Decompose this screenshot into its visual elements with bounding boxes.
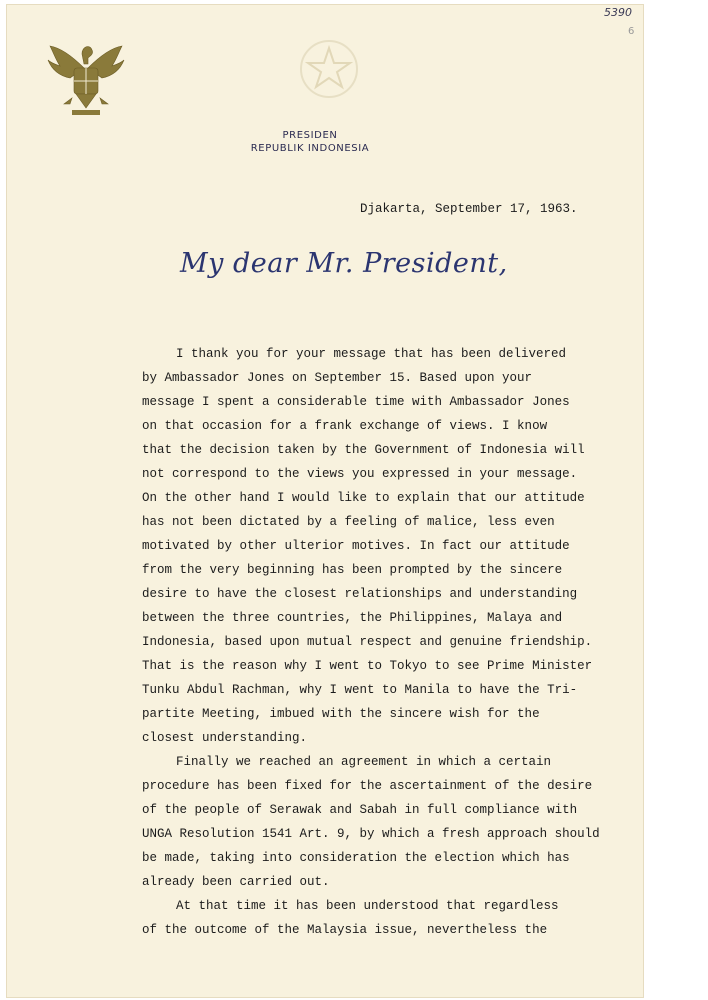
body-line: I thank you for your message that has been delivered [176,347,567,361]
body-line: has not been dictated by a feeling of malice, less even [142,515,555,529]
scan-margin [644,4,708,998]
garuda-emblem-icon [44,38,128,125]
body-line: be made, taking into consideration the election which has [142,851,570,865]
body-line: Tunku Abdul Rachman, why I went to Manila to have the Tri- [142,683,578,697]
body-line: not correspond to the views you expressed in your message. [142,467,578,481]
archive-number: 5390 [604,6,632,19]
dateline: Djakarta, September 17, 1963. [360,202,578,216]
body-line: between the three countries, the Philippines, Malaya and [142,611,563,625]
body-line: already been carried out. [142,875,330,889]
body-line: partite Meeting, imbued with the sincere wish for the [142,707,540,721]
body-line: closest understanding. [142,731,308,745]
body-line: At that time it has been understood that regardless [176,899,559,913]
embossed-star-icon [296,36,362,107]
letter-body [142,342,602,942]
body-line: of the outcome of the Malaysia issue, nevertheless the [142,923,548,937]
body-line: from the very beginning has been prompted by the sincere [142,563,563,577]
body-line: that the decision taken by the Government of Indonesia will [142,443,585,457]
body-line: procedure has been fixed for the ascertainment of the desire [142,779,593,793]
body-line: Indonesia, based upon mutual respect and genuine friendship. [142,635,593,649]
body-line: UNGA Resolution 1541 Art. 9, by which a fresh approach should [142,827,600,841]
body-line: motivated by other ulterior motives. In fact our attitude [142,539,570,553]
letterhead [240,129,380,155]
body-line: by Ambassador Jones on September 15. Based upon your [142,371,533,385]
archive-mark: 6 [628,26,635,37]
letterhead-line-2: REPUBLIK INDONESIA [250,143,370,154]
body-line: of the people of Serawak and Sabah in full compliance with [142,803,578,817]
body-line: On the other hand I would like to explain that our attitude [142,491,585,505]
handwritten-salutation: My dear Mr. President, [180,248,508,279]
letterhead-line-1: PRESIDEN [282,130,338,141]
body-line: message I spent a considerable time with Ambassador Jones [142,395,570,409]
body-line: Finally we reached an agreement in which a certain [176,755,552,769]
body-line: That is the reason why I went to Tokyo to see Prime Minister [142,659,593,673]
body-line: on that occasion for a frank exchange of views. I know [142,419,548,433]
body-line: desire to have the closest relationships and understanding [142,587,578,601]
